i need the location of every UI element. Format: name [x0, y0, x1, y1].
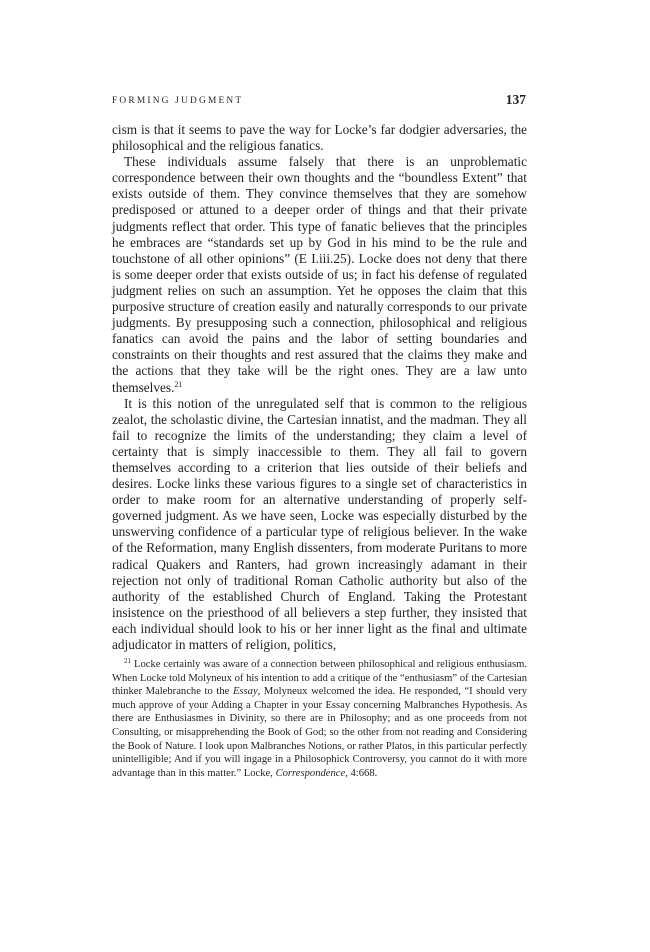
- paragraph-2: [112, 154, 527, 395]
- page-number: 137: [505, 92, 526, 107]
- paragraph-3-text: It is this notion of the unregulated self that is common to the religious zealot, the scholastic divine, the Cartesian innatist, and the madman. They all fail to recognize the limits of the understanding; they claim a level of certainty that is simply inaccessible to them. They all fail to govern themselves according to a criterion that lies outside of their beliefs and desires. Locke links these various figures to a single set of characteristics in order to make room for an alternative understanding of properly self-governed judgment. As we have seen, Locke was especially disturbed by the unswerving confidence of a particular type of religious believer. In the wake of the Reformation, many English dissenters, from moderate Puritans to more radical Quakers and Ranters, had grown increasingly adamant in their rejection not only of traditional Roman Catholic authority but also of the authority of the established Church of England. Taking the Protestant insistence on the priesthood of all believers a step further, they insisted that each individual should look to his or her inner light as the final and ultimate adjudicator in matters of religion, politics,: [112, 395, 527, 652]
- footnotes: [112, 658, 527, 780]
- paragraph-1-text: cism is that it seems to pave the way for Locke’s far dodgier adversaries, the philosophical and the religious fanatics.: [112, 122, 527, 154]
- footnote-text-c: , 4:668.: [345, 767, 378, 779]
- footnote-number: 21: [124, 657, 131, 665]
- paragraph-2-text: These individuals assume falsely that there is an unproblematic correspondence between their own thoughts and the “boundless Extent” that exists outside of them. They convince themselves that they are somehow predisposed or attuned to a deeper order of things and that their private judgments reflect that order. This type of fanatic believes that the principles he embraces are “standards set up by God in his mind to be the rule and touchstone of all other opinions” (E I.iii.25). Locke does not deny that there is some deeper order that exists outside of us; in fact his defense of regulated judgment relies on such an assumption. Yet he opposes the claim that this purposive structure of creation easily and naturally corresponds to our private judgments. By presupposing such a connection, philosophical and religious fanatics can avoid the pains and the labor of setting boundaries and constraints on their thoughts and rest assured that the claims they make and the actions that they take will be the right ones. They are a law unto themselves.: [112, 154, 527, 395]
- footnote-text-a: Locke certainly was aware of a connection between philosophical and religious enthusiasm. When Locke told Molyneux of his intention to add a critique of the “enthusiasm” of the Cartesian thinker Malebranche to the: [112, 659, 528, 698]
- book-page: [112, 0, 527, 952]
- footnote-text-b: , Molyneux welcomed the idea. He responded, “I should very much approve of your Adding a Chapter in your Essay concerning Malbranches Hypothesis. As there are Enthusiasmes in Divinity, so there are in Philosophy; and as one proceeds from not Consulting, or misapprehending the Book of God; so the other from not reading and Considering the Book of Nature. I look upon Malbranches Notions, or rather Platos, in this particular perfectly unintelligible; And if you will ingage in a Philosophick Controversy, you cannot do it with more advantage than in this matter.” Locke,: [112, 686, 527, 779]
- footnote-21: [112, 658, 527, 780]
- body-text: [112, 122, 527, 653]
- footnote-reference[interactable]: 21: [174, 379, 183, 389]
- footnote-italic-correspondence: Correspondence: [275, 767, 346, 779]
- paragraph-1: [112, 122, 527, 154]
- footnote-italic-essay: Essay: [232, 686, 258, 698]
- running-title: FORMING JUDGMENT: [112, 96, 244, 106]
- paragraph-3: [112, 396, 527, 654]
- running-head: [112, 93, 527, 109]
